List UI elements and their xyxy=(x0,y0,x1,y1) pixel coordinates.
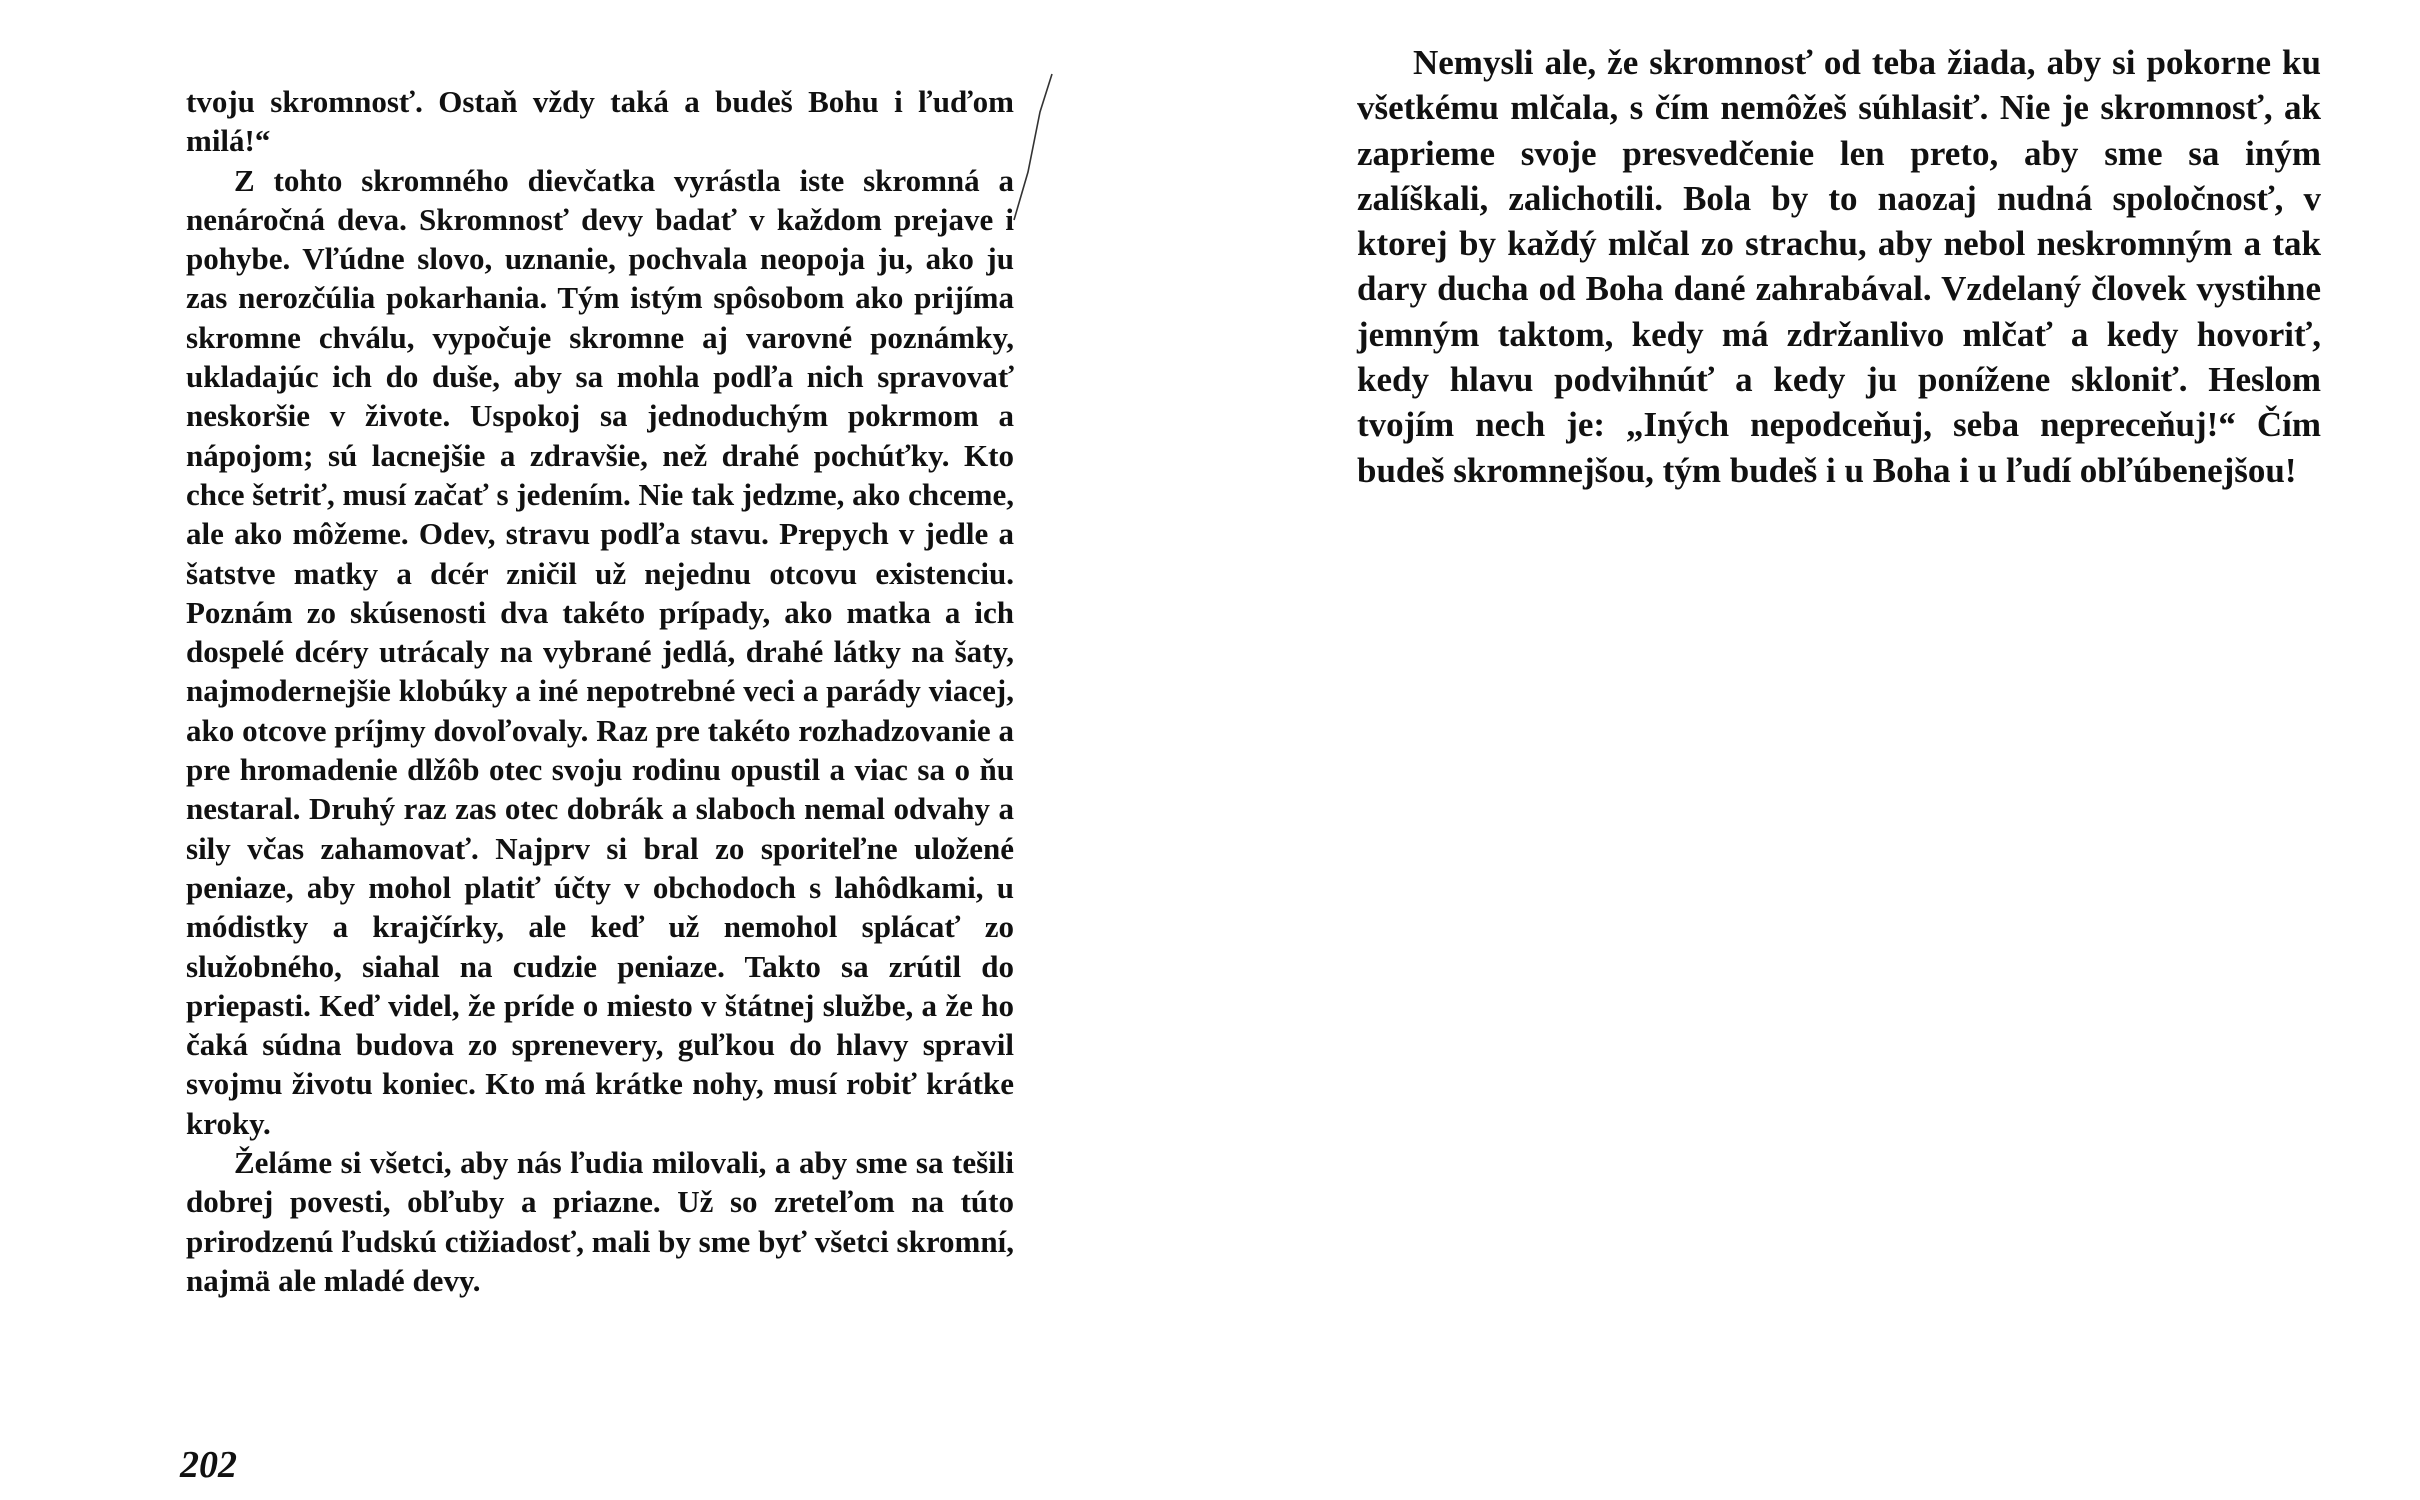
left-paragraph-1: tvoju skromnosť. Ostaň vždy taká a budeš Bohu i ľuďom milá!“ xyxy=(186,84,1014,159)
right-paragraph-1: Nemysli ale, že skromnosť od teba žiada, aby si pokorne ku všetkému mlčala, s čím nemôžeš súhlasiť. Nie je skromnosť, ak zaprieme svoje presvedčenie len preto, aby sme sa iným zalíškali, zalichotili. Bola by to naozaj nudná spoločnosť, v ktorej by každý mlčal zo strachu, aby nebol neskromným a tak dary ducha od Boha dané zahrabával. Vzdelaný človek vystihne jemným taktom, kedy má zdržanlivo mlčať a kedy hovoriť, kedy hlavu podvihnúť a kedy ju ponížene skloniť. Heslom tvojím nech je: „Iných nepodceňuj, seba nepreceňuj!“ Čím budeš skromnejšou, tým budeš i u Boha i u ľudí obľúbenejšou! xyxy=(1357,43,2321,490)
right-page-text xyxy=(1357,40,2321,493)
page-number: 202 xyxy=(180,1444,237,1486)
left-paragraph-3: Želáme si všetci, aby nás ľudia milovali, a aby sme sa tešili dobrej povesti, obľuby a priazne. Už so zreteľom na túto prirodzenú ľudskú ctižiadosť, mali by sme byť všetci skromní, najmä ale mladé devy. xyxy=(186,1145,1014,1298)
right-page xyxy=(1210,0,2420,1500)
pencil-margin-mark xyxy=(1000,72,1060,222)
left-page-text xyxy=(186,82,1014,1300)
left-paragraph-2: Z tohto skromného dievčatka vyrástla iste skromná a nenáročná deva. Skromnosť devy badať v každom prejave i pohybe. Vľúdne slovo, uznanie, pochvala neopoja ju, ako ju zas nerozčúlia pokarhania. Tým istým spôsobom ako prijíma skromne chválu, vypočuje skromne aj varovné poznámky, ukladajúc ich do duše, aby sa mohla podľa nich spravovať neskoršie v živote. Uspokoj sa jednoduchým pokrmom a nápojom; sú lacnejšie a zdravšie, než drahé pochúťky. Kto chce šetriť, musí začať s jedením. Nie tak jedzme, ako chceme, ale ako môžeme. Odev, stravu podľa stavu. Prepych v jedle a šatstve matky a dcér zničil už nejednu otcovu existenciu. Poznám zo skúsenosti dva takéto prípady, ako matka a ich dospelé dcéry utrácaly na vybrané jedlá, drahé látky na šaty, najmodernejšie klobúky a iné nepotrebné veci a parády viacej, ako otcove príjmy dovoľovaly. Raz pre takéto rozhadzovanie a pre hromadenie dlžôb otec svoju rodinu opustil a viac sa o ňu nestaral. Druhý raz zas otec dobrák a slaboch nemal odvahy a sily včas zahamovať. Najprv si bral zo sporiteľne uložené peniaze, aby mohol platiť účty v obchodoch s lahôdkami, u módistky a krajčírky, ale keď už nemohol splácať zo služobného, siahal na cudzie peniaze. Takto sa zrútil do priepasti. Keď videl, že príde o miesto v štátnej službe, a že ho čaká súdna budova zo sprenevery, guľkou do hlavy spravil svojmu životu koniec. Kto má krátke nohy, musí robiť krátke kroky. xyxy=(186,162,1014,1141)
